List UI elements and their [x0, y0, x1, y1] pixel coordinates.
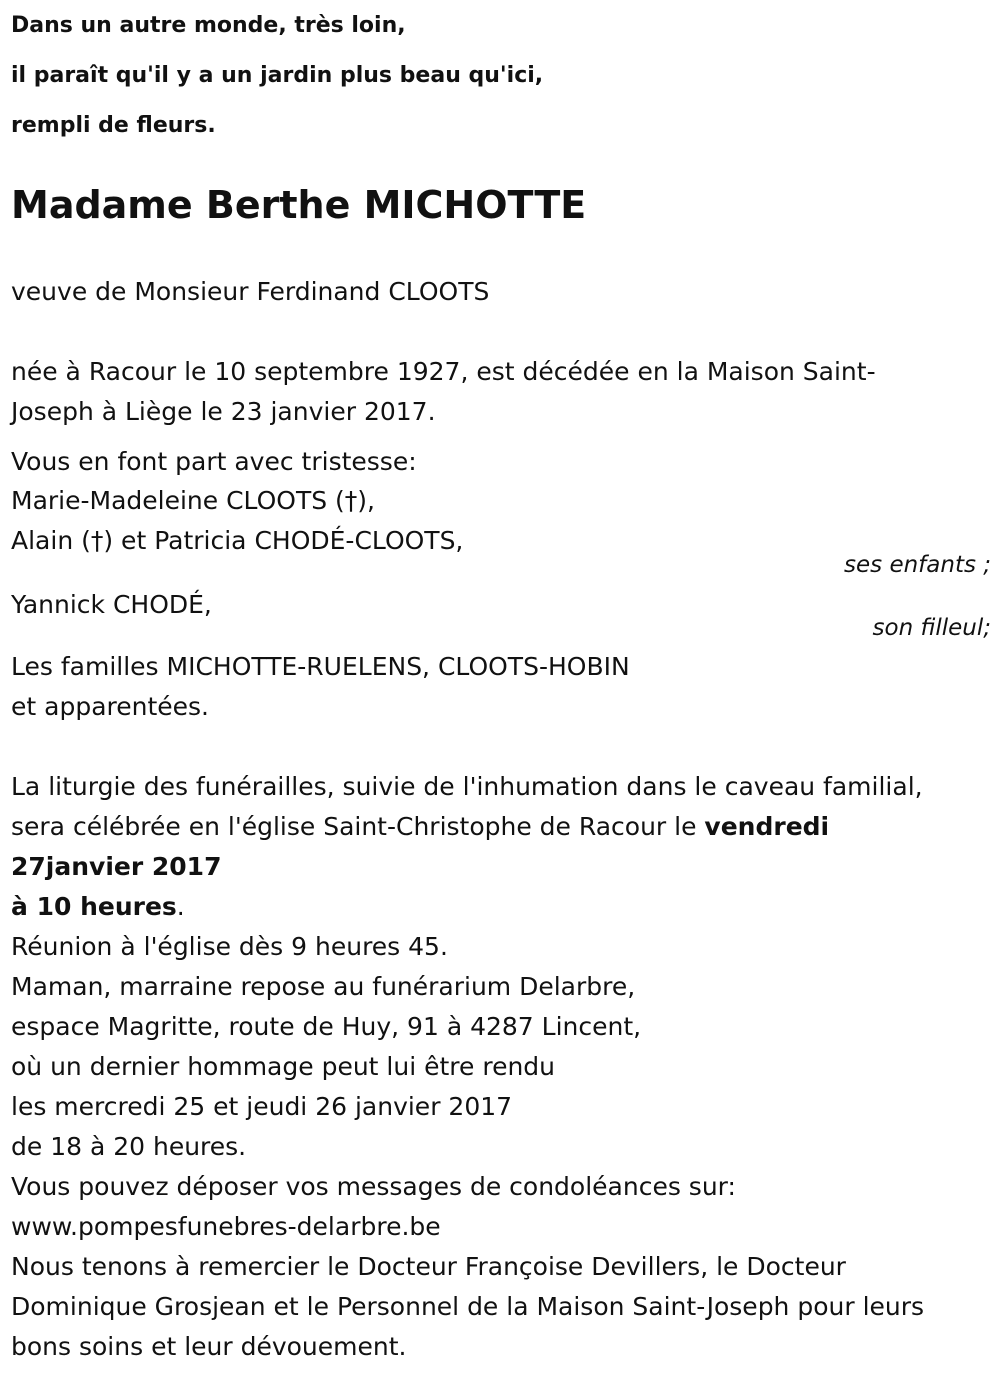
funeral-line-2 [11, 807, 829, 847]
birth-death-line-1: née à Racour le 10 septembre 1927, est décédée en la Maison Saint- [11, 357, 876, 386]
meeting-line: Réunion à l'église dès 9 heures 45. [11, 932, 448, 961]
family-intro: Vous en font part avec tristesse: [11, 447, 417, 476]
rest-line-5: de 18 à 20 heures. [11, 1132, 247, 1161]
rest-line-3: où un dernier hommage peut lui être rendu [11, 1052, 556, 1081]
thanks-line-2: Dominique Grosjean et le Personnel de la Maison Saint-Joseph pour leurs [11, 1292, 925, 1321]
families-line-1: Les familles MICHOTTE-RUELENS, CLOOTS-HOBIN [11, 652, 630, 681]
funeral-date: 27janvier 2017 [11, 852, 222, 881]
birth-death-line-2: Joseph à Liège le 23 janvier 2017. [11, 397, 436, 426]
funeral-time-suffix: . [176, 892, 185, 921]
poem-line-1: Dans un autre monde, très loin, [11, 13, 406, 38]
funeral-time: à 10 heures [11, 892, 177, 921]
condolences-line: Vous pouvez déposer vos messages de condoléances sur: [11, 1172, 736, 1201]
thanks-line-3: bons soins et leur dévouement. [11, 1332, 407, 1361]
funeral-line-2-text: sera célébrée en l'église Saint-Christophe de Racour le [11, 812, 705, 841]
poem-line-3: rempli de fleurs. [11, 113, 216, 138]
website-link[interactable]: www.pompesfunebres-delarbre.be [11, 1212, 441, 1241]
funeral-line-1: La liturgie des funérailles, suivie de l'inhumation dans le caveau familial, [11, 772, 923, 801]
poem-line-2: il paraît qu'il y a un jardin plus beau qu'ici, [11, 63, 544, 88]
rest-line-1: Maman, marraine repose au funérarium Delarbre, [11, 972, 636, 1001]
children-label: ses enfants ; [844, 552, 991, 578]
funeral-day: vendredi [704, 812, 830, 841]
rest-line-2: espace Magritte, route de Huy, 91 à 4287 Lincent, [11, 1012, 642, 1041]
deceased-name: Madame Berthe MICHOTTE [11, 183, 587, 227]
widow-of-line: veuve de Monsieur Ferdinand CLOOTS [11, 277, 490, 306]
rest-line-4: les mercredi 25 et jeudi 26 janvier 2017 [11, 1092, 513, 1121]
funeral-time-line [11, 887, 185, 927]
families-line-2: et apparentées. [11, 692, 209, 721]
child-1: Marie-Madeleine CLOOTS (†), [11, 486, 375, 515]
child-2: Alain (†) et Patricia CHODÉ-CLOOTS, [11, 526, 464, 555]
godson-label: son filleul; [872, 615, 991, 641]
thanks-line-1: Nous tenons à remercier le Docteur Françoise Devillers, le Docteur [11, 1252, 846, 1281]
godson: Yannick CHODÉ, [11, 590, 212, 619]
